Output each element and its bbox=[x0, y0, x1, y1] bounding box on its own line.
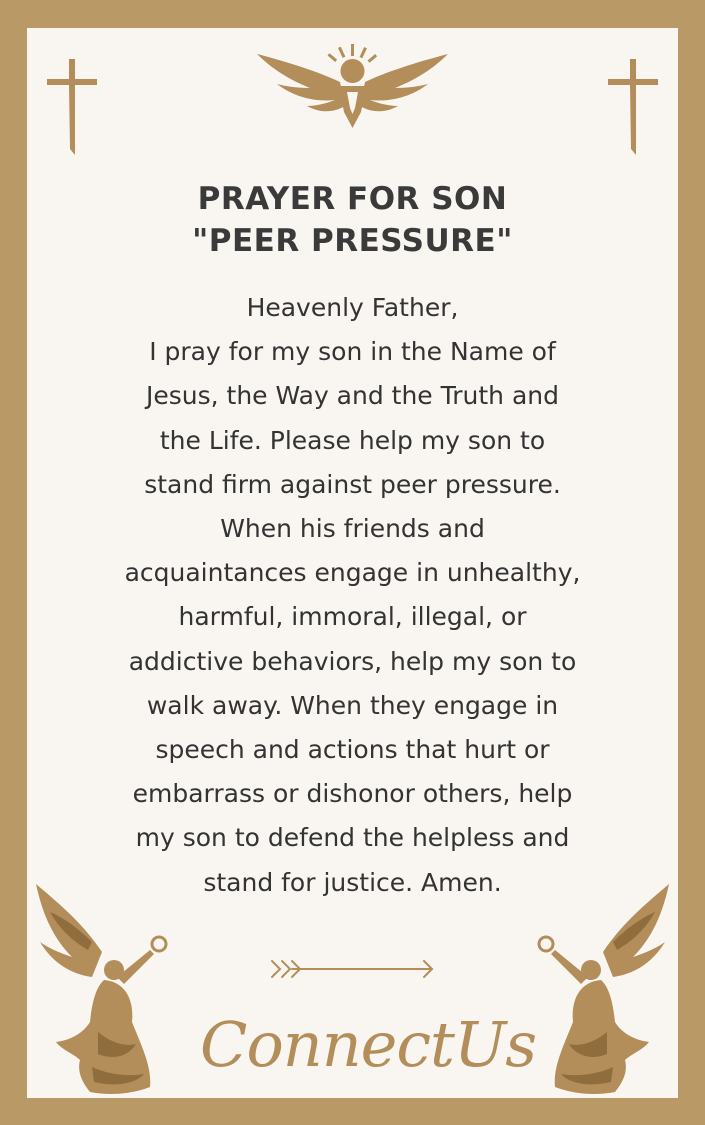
page-title bbox=[40, 178, 665, 262]
cross-icon bbox=[42, 57, 102, 157]
prayer-line: embarrass or dishonor others, help bbox=[132, 779, 573, 809]
prayer-line: addictive behaviors, help my son to bbox=[128, 646, 577, 676]
prayer-line: I pray for my son in the Name of bbox=[149, 337, 556, 367]
prayer-line: Jesus, the Way and the Truth and bbox=[145, 381, 559, 411]
prayer-line: walk away. When they engage in bbox=[146, 690, 559, 720]
prayer-line: speech and actions that hurt or bbox=[155, 735, 550, 765]
title-line: PRAYER FOR SON bbox=[197, 181, 508, 217]
angel-icon bbox=[32, 882, 177, 1097]
prayer-line: stand for justice. Amen. bbox=[203, 867, 502, 897]
arrow-icon bbox=[268, 955, 438, 983]
prayer-line: Heavenly Father, bbox=[246, 293, 459, 322]
cross-icon bbox=[603, 57, 663, 157]
angel-icon bbox=[528, 882, 673, 1097]
prayer-line: When his friends and bbox=[220, 514, 485, 544]
prayer-line: harmful, immoral, illegal, or bbox=[178, 602, 527, 632]
prayer-line: acquaintances engage in unhealthy, bbox=[124, 558, 581, 588]
prayer-line: stand firm against peer pressure. bbox=[144, 469, 561, 499]
prayer-text bbox=[40, 286, 665, 905]
prayer-line: the Life. Please help my son to bbox=[159, 425, 546, 455]
brand-logo: ConnectUs bbox=[200, 1008, 537, 1081]
prayer-line: my son to defend the helpless and bbox=[135, 823, 570, 853]
winged-sun-emblem-icon bbox=[255, 42, 450, 132]
title-line: "PEER PRESSURE" bbox=[192, 223, 513, 259]
